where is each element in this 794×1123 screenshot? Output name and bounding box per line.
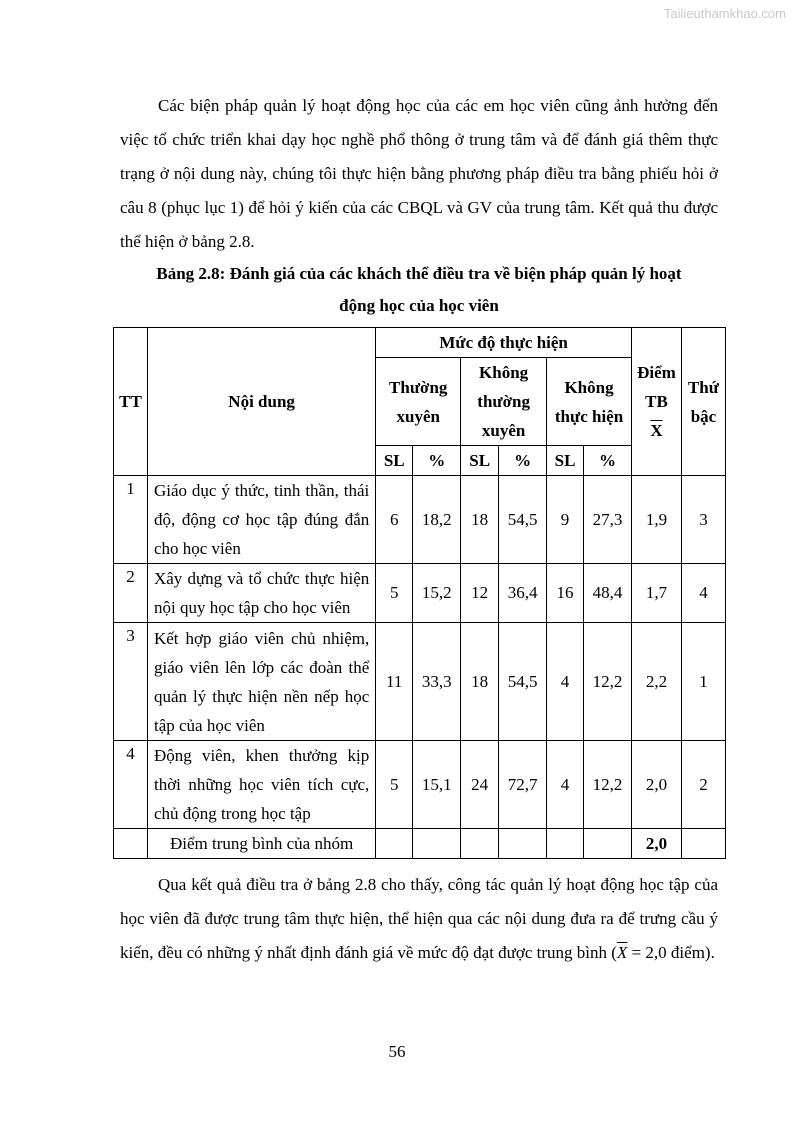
table-caption-line2: động học của học viên: [339, 296, 499, 315]
often-sl: 11: [376, 623, 413, 741]
score: 1,9: [631, 476, 681, 564]
group-average-row: [114, 829, 726, 859]
empty-cell: [547, 829, 584, 859]
rank: 4: [681, 564, 725, 623]
rank: 1: [681, 623, 725, 741]
row-tt: 1: [114, 476, 148, 564]
header-pct: %: [413, 446, 461, 476]
not-often-sl: 24: [461, 741, 499, 829]
not-often-pct: 36,4: [499, 564, 547, 623]
table-caption: [120, 258, 718, 322]
header-score: [631, 328, 681, 476]
not-done-pct: 12,2: [584, 623, 632, 741]
table-row: [114, 564, 726, 623]
not-done-pct: 27,3: [584, 476, 632, 564]
not-done-sl: 9: [547, 476, 584, 564]
score: 1,7: [631, 564, 681, 623]
header-level-not-often: Không thường xuyên: [461, 358, 547, 446]
empty-cell: [499, 829, 547, 859]
header-rank: Thứ bậc: [681, 328, 725, 476]
score: 2,0: [631, 741, 681, 829]
not-done-pct: 48,4: [584, 564, 632, 623]
often-pct: 18,2: [413, 476, 461, 564]
table-caption-line1: Bảng 2.8: Đánh giá của các khách thể điều tra về biện pháp quản lý hoạt: [156, 264, 682, 283]
header-sl: SL: [461, 446, 499, 476]
intro-paragraph: [120, 89, 718, 259]
header-sl: SL: [376, 446, 413, 476]
header-level-not-done: Không thực hiện: [547, 358, 632, 446]
row-content: Kết hợp giáo viên chủ nhiệm, giáo viên lên lớp các đoàn thể quản lý thực hiện nền nếp học tập của học viên: [147, 623, 375, 741]
not-often-sl: 18: [461, 476, 499, 564]
group-average-value: 2,0: [631, 829, 681, 859]
often-sl: 6: [376, 476, 413, 564]
empty-cell: [584, 829, 632, 859]
often-sl: 5: [376, 564, 413, 623]
header-pct: %: [499, 446, 547, 476]
often-pct: 33,3: [413, 623, 461, 741]
row-content: Xây dựng và tổ chức thực hiện nội quy học tập cho học viên: [147, 564, 375, 623]
not-often-pct: 72,7: [499, 741, 547, 829]
row-tt: 2: [114, 564, 148, 623]
not-done-pct: 12,2: [584, 741, 632, 829]
row-content: Giáo dục ý thức, tinh thần, thái độ, động cơ học tập đúng đắn cho học viên: [147, 476, 375, 564]
page-number: 56: [388, 1042, 406, 1061]
row-content: Động viên, khen thưởng kịp thời những học viên tích cực, chủ động trong học tập: [147, 741, 375, 829]
often-pct: 15,1: [413, 741, 461, 829]
table-row: [114, 623, 726, 741]
header-content: Nội dung: [147, 328, 375, 476]
often-sl: 5: [376, 741, 413, 829]
table-row: [114, 741, 726, 829]
group-average-label: Điểm trung bình của nhóm: [147, 829, 375, 859]
intro-text: Các biện pháp quản lý hoạt động học của các em học viên cũng ảnh hưởng đến việc tổ chức triển khai dạy học nghề phổ thông ở trung tâm và để đánh giá thêm thực trạng ở nội dung này, chúng tôi thực hiện bằng phương pháp điều tra bằng phiếu hỏi ở câu 8 (phục lục 1) để hỏi ý kiến của các CBQL và GV của trung tâm. Kết quả thu được thể hiện ở bảng 2.8.: [120, 96, 718, 251]
not-done-sl: 4: [547, 623, 584, 741]
header-level-often: Thường xuyên: [376, 358, 461, 446]
not-often-sl: 12: [461, 564, 499, 623]
rank: 2: [681, 741, 725, 829]
mean-symbol: $\overline{X}$: [616, 943, 628, 962]
header-sl: SL: [547, 446, 584, 476]
score-label: Điểm TB: [637, 363, 676, 411]
often-pct: 15,2: [413, 564, 461, 623]
empty-cell: [376, 829, 413, 859]
score: 2,2: [631, 623, 681, 741]
table-row: [114, 476, 726, 564]
not-often-pct: 54,5: [499, 623, 547, 741]
empty-cell: [461, 829, 499, 859]
row-tt: 3: [114, 623, 148, 741]
not-often-sl: 18: [461, 623, 499, 741]
not-often-pct: 54,5: [499, 476, 547, 564]
watermark: Tailieuthamkhao.com: [663, 6, 786, 21]
row-tt: 4: [114, 741, 148, 829]
score-symbol: $\overline{X}$: [650, 421, 663, 440]
evaluation-table: [113, 327, 726, 859]
header-pct: %: [584, 446, 632, 476]
empty-cell: [114, 829, 148, 859]
empty-cell: [681, 829, 725, 859]
header-level-group: Mức độ thực hiện: [376, 328, 632, 358]
not-done-sl: 4: [547, 741, 584, 829]
empty-cell: [413, 829, 461, 859]
conclusion-tail: = 2,0 điểm).: [627, 943, 715, 962]
rank: 3: [681, 476, 725, 564]
header-tt: TT: [114, 328, 148, 476]
not-done-sl: 16: [547, 564, 584, 623]
conclusion-text: Qua kết quả điều tra ở bảng 2.8 cho thấy, công tác quản lý hoạt động học tập của học viên đã được trung tâm thực hiện, thể hiện qua các nội dung đưa ra để trưng cầu ý kiến, đều có những ý nhất định đánh giá về mức độ đạt được trung bình (: [120, 875, 718, 962]
conclusion-paragraph: [120, 868, 718, 970]
